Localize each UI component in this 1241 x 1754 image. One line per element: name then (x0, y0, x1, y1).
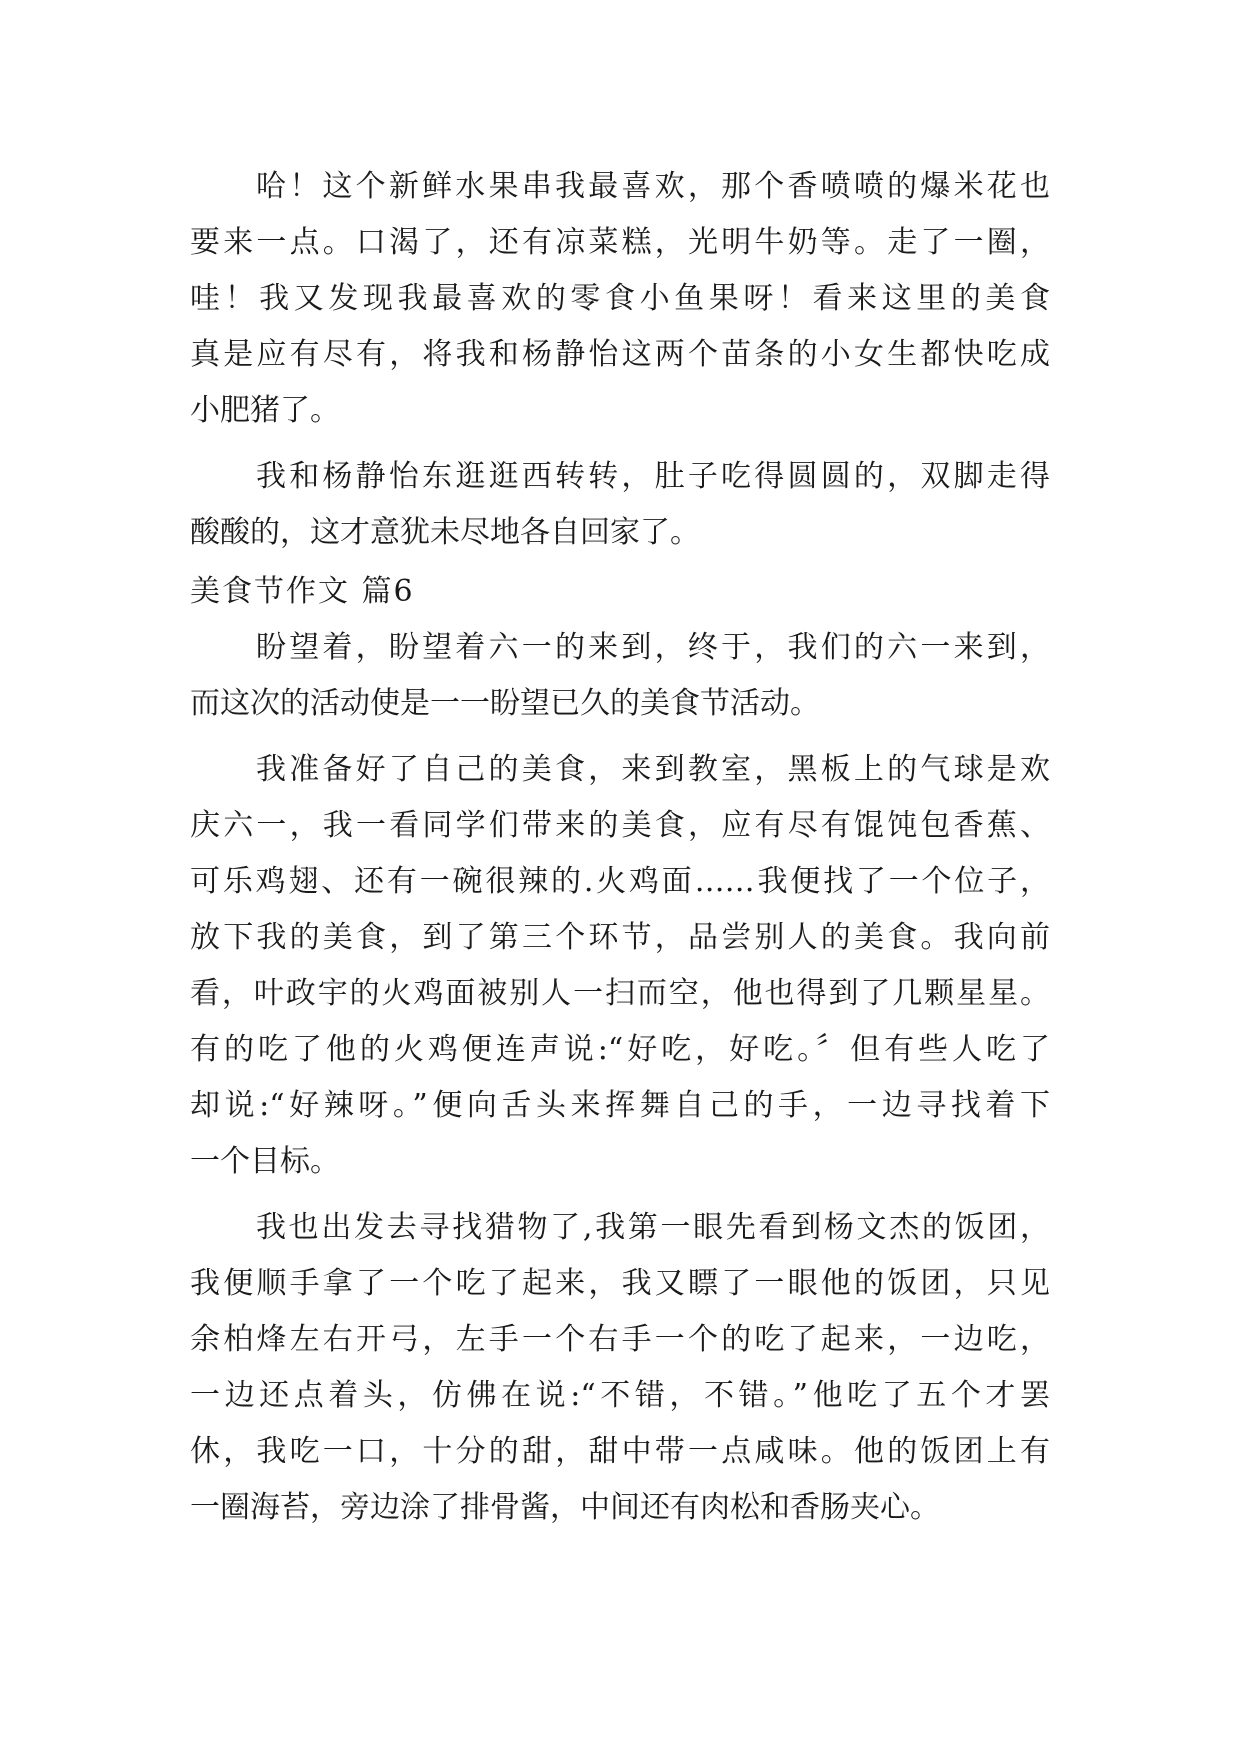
paragraph-4-line-4: 放下我的美食，到了第三个环节，品尝别人的美食。我向前 (190, 920, 1050, 955)
paragraph-5-line-6: 一圈海苔，旁边涂了排骨酱，中间还有肉松和香肠夹心。 (190, 1490, 940, 1525)
paragraph-1-line-1: 哈！这个新鲜水果串我最喜欢，那个香喷喷的爆米花也 (256, 169, 1050, 204)
paragraph-4-line-8: 一个目标。 (190, 1144, 340, 1179)
paragraph-5-line-4: 一边还点着头，仿佛在说:“不错，不错。”他吃了五个才罢 (190, 1378, 1050, 1413)
paragraph-4-line-1: 我准备好了自己的美食，来到教室，黑板上的气球是欢 (256, 752, 1050, 787)
section-heading: 美食节作文 篇6 (190, 574, 415, 609)
paragraph-4-line-5: 看，叶政宇的火鸡面被别人一扫而空，他也得到了几颗星星。 (190, 976, 1050, 1011)
paragraph-4-line-2: 庆六一，我一看同学们带来的美食，应有尽有馄饨包香蕉、 (190, 808, 1050, 843)
paragraph-3-line-2: 而这次的活动使是一一盼望已久的美食节活动。 (190, 686, 820, 721)
paragraph-2-line-2: 酸酸的，这才意犹未尽地各自回家了。 (190, 515, 700, 550)
paragraph-5-line-1: 我也出发去寻找猎物了,我第一眼先看到杨文杰的饭团， (256, 1210, 1050, 1245)
paragraph-5-line-2: 我便顺手拿了一个吃了起来，我又瞟了一眼他的饭团，只见 (190, 1266, 1050, 1301)
paragraph-4-line-3: 可乐鸡翅、还有一碗很辣的.火鸡面……我便找了一个位子， (190, 864, 1050, 899)
paragraph-1-line-5: 小肥猪了。 (190, 393, 340, 428)
paragraph-3-line-1: 盼望着，盼望着六一的来到，终于，我们的六一来到， (256, 630, 1050, 665)
paragraph-5-line-3: 余柏烽左右开弓，左手一个右手一个的吃了起来，一边吃， (190, 1322, 1050, 1357)
paragraph-1-line-3: 哇！我又发现我最喜欢的零食小鱼果呀！看来这里的美食 (190, 281, 1050, 316)
paragraph-2-line-1: 我和杨静怡东逛逛西转转，肚子吃得圆圆的，双脚走得 (256, 459, 1050, 494)
paragraph-1-line-4: 真是应有尽有，将我和杨静怡这两个苗条的小女生都快吃成 (190, 337, 1050, 372)
paragraph-1-line-2: 要来一点。口渴了，还有凉菜糕，光明牛奶等。走了一圈， (190, 225, 1050, 260)
paragraph-5-line-5: 休，我吃一口，十分的甜，甜中带一点咸味。他的饭团上有 (190, 1434, 1050, 1469)
paragraph-4-line-7: 却说:“好辣呀。”便向舌头来挥舞自己的手，一边寻找着下 (190, 1088, 1050, 1123)
paragraph-4-line-6: 有的吃了他的火鸡便连声说:“好吃，好吃。〞但有些人吃了 (190, 1032, 1050, 1067)
